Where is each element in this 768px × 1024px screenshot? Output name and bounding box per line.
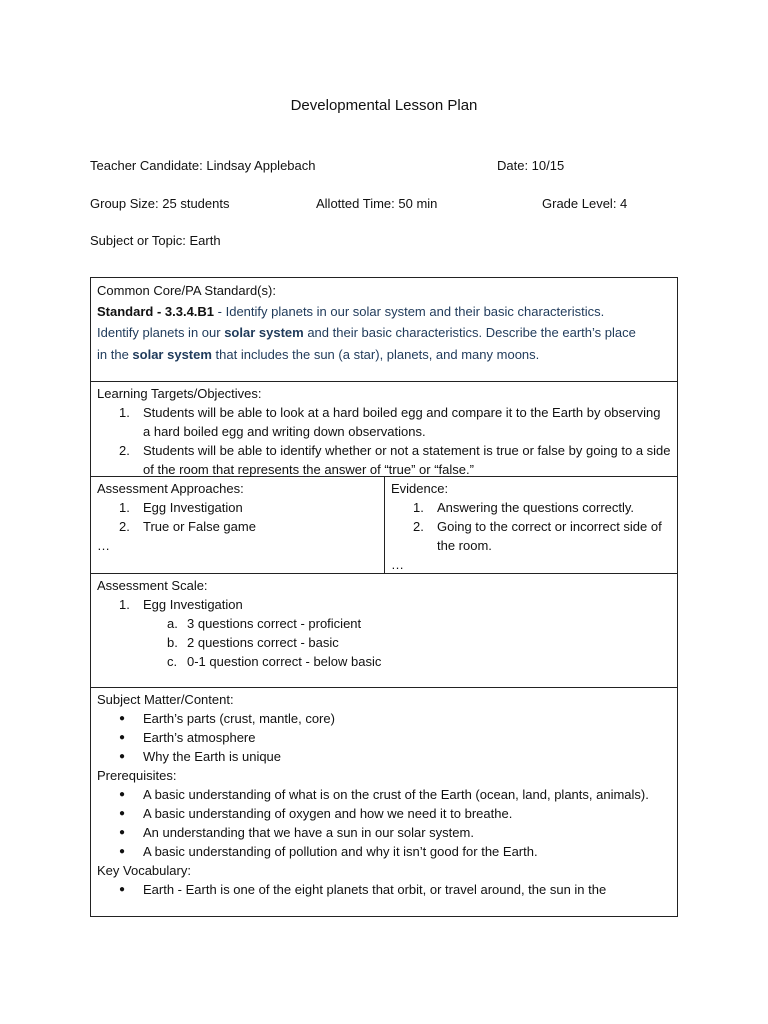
lesson-plan-table	[90, 277, 678, 917]
bullet-icon: ●	[119, 884, 126, 895]
assessment-evidence-row	[91, 477, 677, 574]
objective-item	[97, 403, 671, 441]
assessment-scale-cell	[91, 574, 677, 688]
prerequisite-text: An understanding that we have a sun in our solar system.	[143, 825, 474, 840]
evidence-text: Answering the questions correctly.	[437, 500, 635, 515]
objective-number: 1.	[119, 405, 130, 420]
prerequisite-item	[97, 804, 671, 823]
approach-number: 2.	[119, 519, 130, 534]
prerequisite-item	[97, 823, 671, 842]
key-vocabulary-label: Key Vocabulary:	[97, 863, 191, 878]
evidence-number: 2.	[413, 519, 424, 534]
scale-sub-letter: b.	[167, 635, 178, 650]
teacher-candidate: Teacher Candidate: Lindsay Applebach	[90, 158, 316, 173]
content-text: Earth’s atmosphere	[143, 730, 256, 745]
subject-topic: Subject or Topic: Earth	[90, 233, 221, 248]
scale-sub-item	[97, 652, 671, 671]
standard-line-3-c: that includes the sun (a star), planets, and many moons.	[211, 347, 540, 362]
standards-label: Common Core/PA Standard(s):	[97, 283, 276, 298]
standard-line-3-a: in the	[97, 347, 133, 362]
bullet-icon: ●	[119, 713, 126, 724]
scale-text: Egg Investigation	[143, 597, 243, 612]
evidence-label: Evidence:	[391, 481, 449, 496]
objective-item	[97, 441, 671, 479]
objectives-label: Learning Targets/Objectives:	[97, 386, 262, 401]
bullet-icon: ●	[119, 827, 126, 838]
prerequisite-text: A basic understanding of oxygen and how we need it to breathe.	[143, 806, 513, 821]
standard-line-2-c: and their basic characteristics. Describe the earth’s place	[303, 325, 636, 340]
assessment-approaches-label: Assessment Approaches:	[97, 481, 244, 496]
bullet-icon: ●	[119, 732, 126, 743]
prerequisite-text: A basic understanding of pollution and why it isn’t good for the Earth.	[143, 844, 538, 859]
standard-text: Identify planets in our solar system and their basic characteristics.	[225, 304, 605, 319]
scale-sub-item	[97, 614, 671, 633]
evidence-number: 1.	[413, 500, 424, 515]
approach-number: 1.	[119, 500, 130, 515]
vocabulary-item	[97, 880, 671, 899]
content-item	[97, 709, 671, 728]
content-text: Why the Earth is unique	[143, 749, 282, 764]
bullet-icon: ●	[119, 789, 126, 800]
standard-line-3-b: solar system	[132, 347, 212, 362]
approach-text: Egg Investigation	[143, 500, 243, 515]
approach-text: True or False game	[143, 519, 256, 534]
content-item	[97, 747, 671, 766]
assessment-approaches-cell	[91, 477, 385, 573]
scale-sub-text: 2 questions correct - basic	[187, 635, 339, 650]
scale-number: 1.	[119, 597, 130, 612]
date: Date: 10/15	[497, 158, 565, 173]
bullet-icon: ●	[119, 808, 126, 819]
vocabulary-text: Earth - Earth is one of the eight planets that orbit, or travel around, the sun in the	[143, 882, 607, 897]
scale-item	[97, 595, 671, 614]
standard-code: Standard - 3.3.4.B1	[97, 304, 215, 319]
bullet-icon: ●	[119, 751, 126, 762]
content-text: Earth’s parts (crust, mantle, core)	[143, 711, 335, 726]
allotted-time: Allotted Time: 50 min	[316, 196, 438, 211]
standard-line-1	[97, 301, 671, 322]
evidence-text: Going to the correct or incorrect side of the room.	[437, 519, 662, 553]
scale-sub-text: 3 questions correct - proficient	[187, 616, 362, 631]
scale-sub-letter: c.	[167, 654, 178, 669]
assessment-scale-label: Assessment Scale:	[97, 578, 208, 593]
bullet-icon: ●	[119, 846, 126, 857]
objective-text: Students will be able to identify whether or not a statement is true or false by going to a side of the room that represents the answer of “true” or “false.”	[143, 443, 671, 477]
objective-text: Students will be able to look at a hard boiled egg and compare it to the Earth by observing a hard boiled egg and writing down observations.	[143, 405, 661, 439]
scale-sub-text: 0-1 question correct - below basic	[187, 654, 382, 669]
prerequisite-text: A basic understanding of what is on the crust of the Earth (ocean, land, plants, animals).	[143, 787, 649, 802]
evidence-item	[391, 498, 671, 517]
subject-matter-label: Subject Matter/Content:	[97, 692, 234, 707]
standard-line-2-a: Identify planets in our	[97, 325, 225, 340]
scale-sub-letter: a.	[167, 616, 178, 631]
prerequisite-item	[97, 785, 671, 804]
content-item	[97, 728, 671, 747]
page-title: Developmental Lesson Plan	[290, 97, 478, 114]
objectives-cell	[91, 382, 677, 477]
standard-line-2	[97, 322, 671, 344]
standard-line-3	[97, 344, 671, 366]
grade-level: Grade Level: 4	[542, 196, 628, 211]
subject-matter-cell	[91, 688, 677, 916]
evidence-cell	[385, 477, 677, 573]
approach-item	[97, 498, 378, 517]
evidence-item	[391, 517, 671, 555]
standard-separator: -	[214, 304, 226, 319]
scale-sub-item	[97, 633, 671, 652]
standard-line-2-b: solar system	[224, 325, 304, 340]
approaches-ellipsis: …	[97, 538, 110, 553]
objective-number: 2.	[119, 443, 130, 458]
group-size: Group Size: 25 students	[90, 196, 230, 211]
evidence-ellipsis: …	[391, 557, 404, 572]
prerequisite-item	[97, 842, 671, 861]
standards-cell	[91, 278, 677, 382]
approach-item	[97, 517, 378, 536]
prerequisites-label: Prerequisites:	[97, 768, 177, 783]
